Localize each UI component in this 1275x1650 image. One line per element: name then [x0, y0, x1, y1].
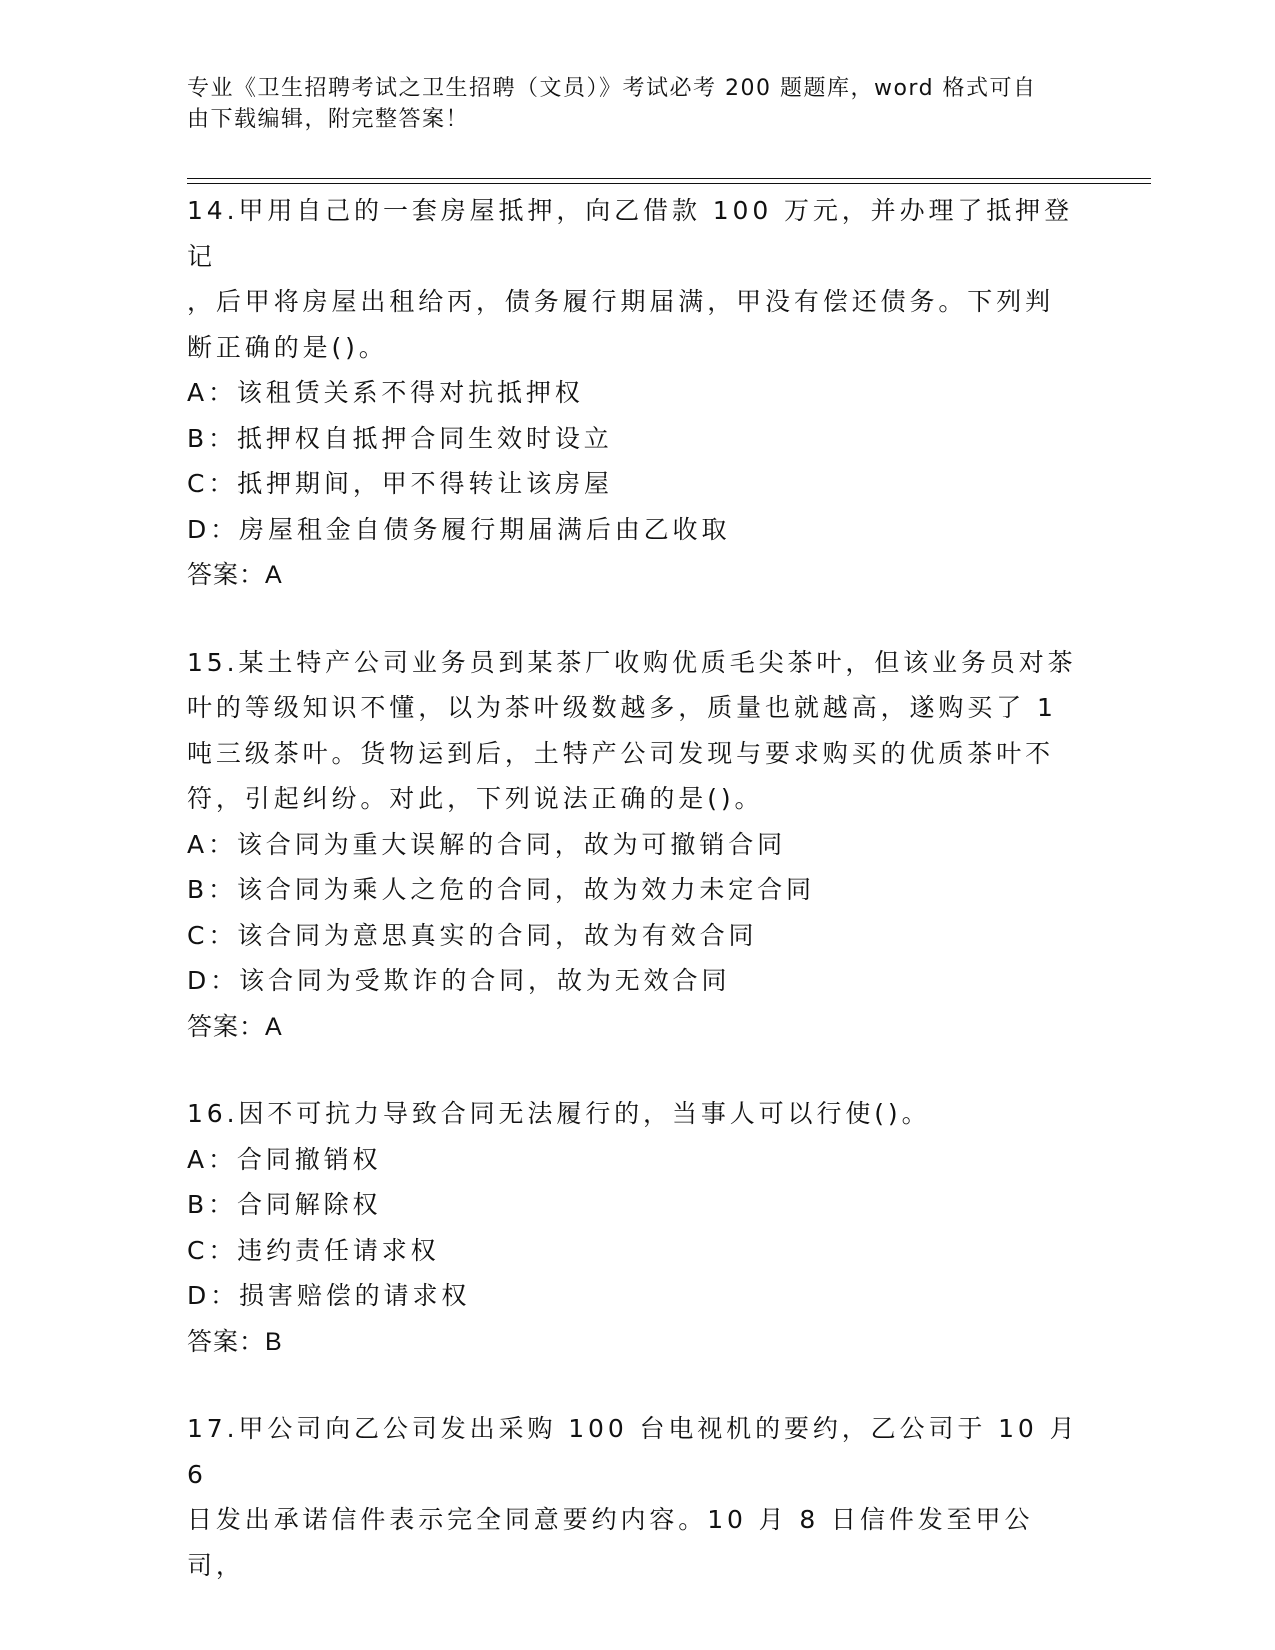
option-b: B：抵押权自抵押合同生效时设立	[187, 423, 613, 453]
question-stem: 17.甲公司向乙公司发出采购 100 台电视机的要约，乙公司于 10 月 6 日发出承诺信件表示完全同意要约内容。10 月 8 日信件发至甲公司，	[187, 1414, 1079, 1580]
answer-label: 答案：	[187, 560, 266, 589]
document-header: 专业《卫生招聘考试之卫生招聘（文员）》考试必考 200 题题库，word 格式可自 由下载编辑，附完整答案！	[187, 76, 1037, 132]
question-stem: 14.甲用自己的一套房屋抵押，向乙借款 100 万元，并办理了抵押登记 ，后甲将房屋出租给丙，债务履行期届满，甲没有偿还债务。下列判 断正确的是()。	[187, 196, 1073, 362]
question-stem: 16.因不可抗力导致合同无法履行的，当事人可以行使()。	[187, 1099, 931, 1128]
question-list	[187, 188, 1087, 1629]
answer-value: A	[265, 561, 283, 589]
question-stem: 15.某土特产公司业务员到某茶厂收购优质毛尖茶叶，但该业务员对茶 叶的等级知识不懂，以为茶叶级数越多，质量也就越高，遂购买了 1 吨三级茶叶。货物运到后，土特产公司发现与要求购买的优质茶叶不 符，引起纠纷。对此，下列说法正确的是()。	[187, 647, 1077, 813]
answer-value: A	[265, 1012, 283, 1041]
option-c: C：违约责任请求权	[187, 1235, 440, 1265]
question-15	[187, 640, 1087, 1051]
question-16	[187, 1091, 1087, 1365]
header-divider-top	[187, 178, 1151, 179]
answer-label: 答案：	[187, 1011, 266, 1041]
option-a: A：合同撤销权	[187, 1144, 382, 1174]
answer-value: B	[265, 1327, 283, 1356]
option-d: D：该合同为受欺诈的合同，故为无效合同	[187, 966, 731, 995]
option-c: C：该合同为意思真实的合同，故为有效合同	[187, 920, 758, 950]
answer-line	[187, 1004, 1087, 1051]
option-d: D：房屋租金自债务履行期届满后由乙收取	[187, 514, 731, 544]
answer-label: 答案：	[187, 1326, 266, 1356]
answer-line	[187, 552, 1087, 599]
answer-line	[187, 1319, 1087, 1366]
option-a: A：该租赁关系不得对抗抵押权	[187, 378, 584, 407]
option-d: D：损害赔偿的请求权	[187, 1281, 471, 1310]
option-a: A：该合同为重大误解的合同，故为可撤销合同	[187, 829, 787, 859]
option-c: C：抵押期间，甲不得转让该房屋	[187, 469, 613, 498]
header-divider-bottom	[187, 183, 1151, 184]
option-b: B：合同解除权	[187, 1190, 382, 1219]
question-17	[187, 1406, 1087, 1588]
option-b: B：该合同为乘人之危的合同，故为效力未定合同	[187, 875, 815, 904]
question-14	[187, 188, 1087, 599]
